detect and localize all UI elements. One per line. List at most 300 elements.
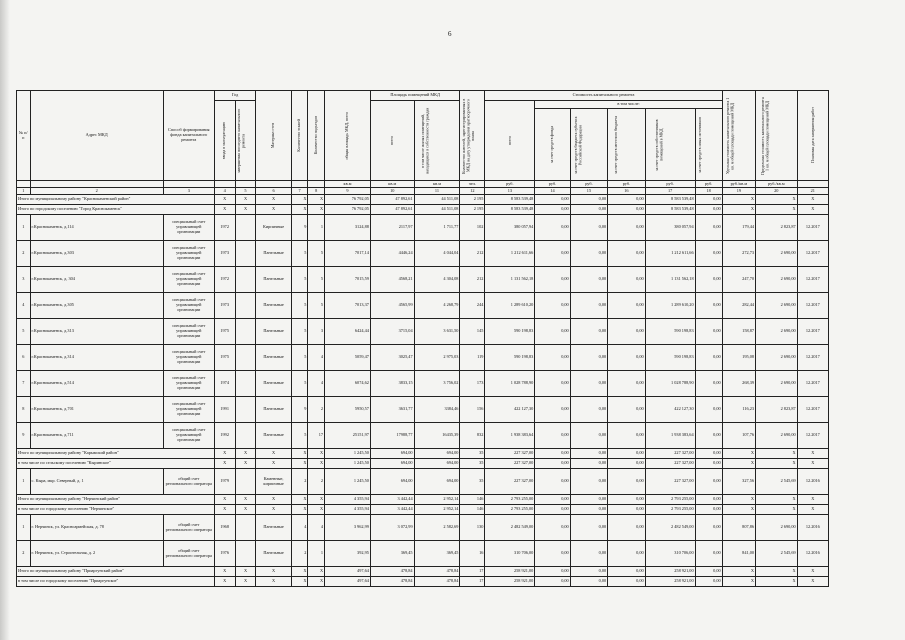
- header-year-commissioning: ввода в эксплуатацию: [221, 121, 227, 160]
- register-body: [17, 195, 829, 587]
- cell-c15: 0,00: [570, 459, 607, 469]
- cell-c19: 282,44: [722, 293, 755, 319]
- cell-c16: 0,00: [608, 459, 645, 469]
- cell-c15: 0,00: [570, 495, 607, 505]
- row-number: 2: [17, 241, 31, 267]
- cell-c6: Каменные, кирпичные: [256, 469, 291, 495]
- cell-c10: 3025,47: [370, 345, 414, 371]
- cell-c10: 694,00: [370, 469, 414, 495]
- cell-c20: 2 545,69: [756, 541, 798, 567]
- cell-c17: 422 127,30: [645, 397, 695, 423]
- cell-c18: 0,00: [695, 567, 722, 577]
- cell-c17: 258 921,00: [645, 567, 695, 577]
- cell-c7: 5: [291, 241, 308, 267]
- cell-c21: X: [797, 567, 828, 577]
- address-cell: г.Краснокаменск, д.514: [30, 371, 163, 397]
- cell-c14: 0,00: [535, 319, 570, 345]
- cell-c4: 1991: [214, 397, 235, 423]
- building-row: [17, 541, 829, 567]
- cell-c18: 0,00: [695, 541, 722, 567]
- cell-c13: 1 131 562,18: [485, 267, 535, 293]
- address-cell: г.Краснокаменск, д.114: [30, 215, 163, 241]
- cell-c21: 12.2016: [797, 541, 828, 567]
- cell-c10: 3 442,44: [370, 505, 414, 515]
- header-year-last-repair: завершения последнего капитального ремонта: [236, 108, 246, 173]
- cell-c5: X: [235, 195, 256, 205]
- cell-c13: 1 028 788,90: [485, 371, 535, 397]
- cell-c21: 12.2017: [797, 397, 828, 423]
- cell-c10: 4446,24: [370, 241, 414, 267]
- header-cost-owners-cell: [645, 109, 695, 181]
- cell-c9: 25151,97: [325, 423, 371, 449]
- cell-c4: 1972: [214, 267, 235, 293]
- cell-c17: 2 793 255,00: [645, 505, 695, 515]
- cell-c17: 590 198,83: [645, 319, 695, 345]
- building-row: [17, 293, 829, 319]
- cell-c10: 3715,04: [370, 319, 414, 345]
- subtotal-row: [17, 195, 829, 205]
- cell-c16: 0,00: [608, 469, 645, 495]
- cell-c4: 1973: [214, 293, 235, 319]
- cell-c4: X: [214, 205, 235, 215]
- cell-c19: 179,44: [722, 215, 755, 241]
- cell-c15: 0,00: [570, 345, 607, 371]
- cell-c16: 0,00: [608, 371, 645, 397]
- cell-c12: 212: [460, 267, 485, 293]
- row-number: 7: [17, 371, 31, 397]
- cell-c19: 247,70: [722, 267, 755, 293]
- address-cell: г.Краснокаменск, д.701: [30, 397, 163, 423]
- building-row: [17, 371, 829, 397]
- cell-c6: X: [256, 567, 291, 577]
- cell-c11: 369,45: [414, 541, 460, 567]
- cell-c14: 0,00: [535, 541, 570, 567]
- cell-c8: 3: [308, 319, 325, 345]
- cell-c10: 17988,77: [370, 423, 414, 449]
- cell-c4: 1992: [214, 423, 235, 449]
- cell-c18: 0,00: [695, 205, 722, 215]
- cell-c14: 0,00: [535, 195, 570, 205]
- cell-c7: 5: [291, 345, 308, 371]
- cell-c13: 8 583 539,48: [485, 195, 535, 205]
- cell-c7: X: [291, 205, 308, 215]
- subtotal-row: [17, 495, 829, 505]
- cell-c12: 146: [460, 495, 485, 505]
- cell-c15: 0,00: [570, 205, 607, 215]
- cell-c20: X: [756, 449, 798, 459]
- cell-c7: X: [291, 567, 308, 577]
- building-row: [17, 469, 829, 495]
- cell-c10: 694,00: [370, 449, 414, 459]
- cell-c7: X: [291, 505, 308, 515]
- cell-c9: 7017,14: [325, 241, 371, 267]
- cell-c6: X: [256, 495, 291, 505]
- units-row: кв.м кв.м кв.м чел. руб. руб. руб. руб. руб. руб. руб./кв.м руб./кв.м: [17, 181, 829, 188]
- cell-c11: 3 631,50: [414, 319, 460, 345]
- cell-c15: 0,00: [570, 423, 607, 449]
- cell-c21: 12.2016: [797, 515, 828, 541]
- cell-c19: 195,08: [722, 345, 755, 371]
- cell-c20: 2 690,00: [756, 515, 798, 541]
- cell-c21: X: [797, 459, 828, 469]
- cell-c9: 5059,47: [325, 345, 371, 371]
- cell-c4: X: [214, 459, 235, 469]
- header-year-last-repair-cell: [235, 101, 256, 181]
- cell-c6: Панельные: [256, 423, 291, 449]
- cell-c10: 478,84: [370, 567, 414, 577]
- header-entrances: Количество подъездов: [313, 116, 319, 155]
- cell-c4: 1974: [214, 371, 235, 397]
- cell-c12: 212: [460, 241, 485, 267]
- cell-c13: 8 583 539,48: [485, 205, 535, 215]
- cell-c20: 2 690,00: [756, 293, 798, 319]
- cell-c5: [235, 293, 256, 319]
- subtotal-row: [17, 459, 829, 469]
- cell-c8: 2: [308, 397, 325, 423]
- cell-c20: 2 823,87: [756, 215, 798, 241]
- cell-c11: 3 756,02: [414, 371, 460, 397]
- cell-c8: X: [308, 567, 325, 577]
- cell-c4: X: [214, 577, 235, 587]
- cell-c12: 145: [460, 319, 485, 345]
- cell-c11: 478,84: [414, 567, 460, 577]
- address-cell: г. Нерчинск, ул. Красноармейская, д. 78: [30, 515, 163, 541]
- cell-c4: 1976: [214, 541, 235, 567]
- cell-c14: 0,00: [535, 371, 570, 397]
- cell-c11: 2 952,14: [414, 505, 460, 515]
- cell-c10: 47 892,61: [370, 205, 414, 215]
- cell-c20: 2 690,00: [756, 345, 798, 371]
- cell-c14: 0,00: [535, 215, 570, 241]
- method-cell: специальный счет управляющей организации: [163, 371, 214, 397]
- cell-c20: X: [756, 577, 798, 587]
- cell-c8: 17: [308, 423, 325, 449]
- cell-c20: X: [756, 195, 798, 205]
- cell-c10: 369,45: [370, 541, 414, 567]
- cell-c7: 9: [291, 397, 308, 423]
- cell-c13: 258 921,00: [485, 567, 535, 577]
- cell-c9: 76 792,05: [325, 205, 371, 215]
- cell-c19: X: [722, 567, 755, 577]
- cell-c6: Панельные: [256, 397, 291, 423]
- cell-c14: 0,00: [535, 577, 570, 587]
- cell-c6: Панельные: [256, 319, 291, 345]
- cell-c16: 0,00: [608, 505, 645, 515]
- building-row: [17, 397, 829, 423]
- cell-c5: [235, 397, 256, 423]
- cell-c20: X: [756, 459, 798, 469]
- cell-c6: Панельные: [256, 371, 291, 397]
- cell-c13: 1 212 611,66: [485, 241, 535, 267]
- cell-c9: 497,64: [325, 567, 371, 577]
- page-number: 6: [448, 30, 452, 38]
- cell-c8: X: [308, 495, 325, 505]
- cell-c5: X: [235, 449, 256, 459]
- cell-c19: X: [722, 577, 755, 587]
- cell-c13: 258 921,00: [485, 577, 535, 587]
- cell-c9: 3 962,99: [325, 515, 371, 541]
- building-row: [17, 515, 829, 541]
- cell-c15: 0,00: [570, 371, 607, 397]
- cell-c15: 0,00: [570, 293, 607, 319]
- cell-c21: 12.2017: [797, 345, 828, 371]
- cell-c5: X: [235, 459, 256, 469]
- cell-c8: X: [308, 577, 325, 587]
- cell-c21: 12.2017: [797, 293, 828, 319]
- cell-c11: 44 511,08: [414, 205, 460, 215]
- cell-c17: 1 289 610,20: [645, 293, 695, 319]
- cell-c9: 6424,44: [325, 319, 371, 345]
- cell-c8: 1: [308, 215, 325, 241]
- cell-c17: 2 793 255,00: [645, 495, 695, 505]
- cell-c8: 2: [308, 469, 325, 495]
- cell-c11: 2 582,69: [414, 515, 460, 541]
- header-floors: Количество этажей: [296, 119, 302, 152]
- header-planned-date-cell: [797, 91, 828, 181]
- cell-c17: 227 327,00: [645, 469, 695, 495]
- cell-c17: 1 212 611,66: [645, 241, 695, 267]
- cell-c9: 1 245,50: [325, 449, 371, 459]
- header-cost-subject: за счет средств бюджета субъекта Российской Федерации: [572, 115, 583, 174]
- address-cell: г.Краснокаменск, д.305: [30, 293, 163, 319]
- building-row: [17, 241, 829, 267]
- cell-c13: 310 706,00: [485, 541, 535, 567]
- subtotal-row: [17, 567, 829, 577]
- cell-c17: 227 327,00: [645, 449, 695, 459]
- cell-c17: 8 583 539,48: [645, 195, 695, 205]
- cell-c12: 17: [460, 577, 485, 587]
- cell-c16: 0,00: [608, 267, 645, 293]
- subtotal-label: Итого по городскому поселению "Город Краснокаменск": [17, 205, 215, 215]
- cell-c5: X: [235, 205, 256, 215]
- cell-c20: 2 690,00: [756, 423, 798, 449]
- cell-c11: 694,00: [414, 469, 460, 495]
- cell-c13: 2 793 255,00: [485, 495, 535, 505]
- cell-c21: 12.2017: [797, 423, 828, 449]
- row-number: 4: [17, 293, 31, 319]
- cell-c4: 1972: [214, 215, 235, 241]
- cell-c4: 1975: [214, 319, 235, 345]
- cell-c9: 76 792,05: [325, 195, 371, 205]
- cell-c9: 3124,88: [325, 215, 371, 241]
- cell-c21: 12.2017: [797, 371, 828, 397]
- header-cost-total: всего: [506, 135, 512, 145]
- cell-c17: 227 327,00: [645, 459, 695, 469]
- cell-c8: 5: [308, 267, 325, 293]
- cell-c13: 1 289 610,20: [485, 293, 535, 319]
- cell-c8: 1: [308, 541, 325, 567]
- cell-c20: X: [756, 505, 798, 515]
- cell-c18: 0,00: [695, 515, 722, 541]
- cell-c11: 1 711,77: [414, 215, 460, 241]
- header-area-group: Площадь помещений МКД: [370, 91, 460, 101]
- cell-c5: [235, 319, 256, 345]
- method-cell: общий счет регионального оператора: [163, 515, 214, 541]
- cell-c4: 1973: [214, 241, 235, 267]
- cell-c9: 392,95: [325, 541, 371, 567]
- building-row: [17, 319, 829, 345]
- cell-c21: X: [797, 577, 828, 587]
- cell-c4: X: [214, 505, 235, 515]
- cell-c4: X: [214, 449, 235, 459]
- cell-c5: [235, 423, 256, 449]
- header-method: Способ формирования фонда капитального ремонта: [163, 91, 214, 181]
- header-cost-local-cell: [608, 109, 645, 181]
- cell-c14: 0,00: [535, 205, 570, 215]
- cell-c15: 0,00: [570, 319, 607, 345]
- method-cell: специальный счет управляющей организации: [163, 267, 214, 293]
- cell-c21: 12.2017: [797, 267, 828, 293]
- header-floors-cell: [291, 91, 308, 181]
- subtotal-label: Итого по муниципальному району "Нерчинский район": [17, 495, 215, 505]
- cell-c16: 0,00: [608, 495, 645, 505]
- building-row: [17, 267, 829, 293]
- cell-c12: 2 195: [460, 205, 485, 215]
- cell-c17: 2 482 549,00: [645, 515, 695, 541]
- cell-c11: 16435,39: [414, 423, 460, 449]
- cell-c18: 0,00: [695, 577, 722, 587]
- cell-c12: 16: [460, 541, 485, 567]
- cell-c4: 1975: [214, 345, 235, 371]
- address-cell: г.Краснокаменск, д. 304: [30, 267, 163, 293]
- cell-c5: [235, 345, 256, 371]
- cell-c18: 0,00: [695, 459, 722, 469]
- column-numbers-row: 1 2 3 4 5 6 7 8 9 10 11 12 13 14 15 16 17 18 19 20 21: [17, 188, 829, 195]
- header-area-total: всего: [389, 135, 395, 145]
- cell-c15: 0,00: [570, 567, 607, 577]
- subtotal-row: [17, 449, 829, 459]
- cell-c12: 832: [460, 423, 485, 449]
- cell-c14: 0,00: [535, 495, 570, 505]
- header-year-commissioning-cell: [214, 101, 235, 181]
- method-cell: специальный счет управляющей организации: [163, 397, 214, 423]
- cell-c10: 4568,21: [370, 267, 414, 293]
- cell-c8: 4: [308, 371, 325, 397]
- cell-c9: 1 245,50: [325, 459, 371, 469]
- cell-c21: 12.2016: [797, 469, 828, 495]
- cell-c11: 44 511,08: [414, 195, 460, 205]
- cell-c19: 116,23: [722, 397, 755, 423]
- cell-c7: 5: [291, 293, 308, 319]
- header-max-cost-cell: [756, 91, 798, 181]
- header-max-cost: Предельная стоимость капитального ремонта 1 кв. м общей площади помещений МКД: [760, 96, 770, 175]
- address-cell: г. Нерчинск, ул. Строительная, д. 2: [30, 541, 163, 567]
- cell-c17: 1 131 562,18: [645, 267, 695, 293]
- cell-c8: 4: [308, 515, 325, 541]
- cell-c13: 227 327,00: [485, 459, 535, 469]
- cell-c18: 0,00: [695, 423, 722, 449]
- cell-c11: 4 268,79: [414, 293, 460, 319]
- cell-c6: Панельные: [256, 345, 291, 371]
- cell-c8: X: [308, 505, 325, 515]
- cell-c18: 0,00: [695, 241, 722, 267]
- cell-c19: 841,00: [722, 541, 755, 567]
- cell-c21: 12.2017: [797, 215, 828, 241]
- address-cell: с. Кыра, мкр. Северный, д. 1: [30, 469, 163, 495]
- cell-c5: [235, 515, 256, 541]
- cell-c9: 7013,37: [325, 293, 371, 319]
- subtotal-label: в том числе по городскому поселению "Нерчинское": [17, 505, 215, 515]
- cell-c4: 1979: [214, 469, 235, 495]
- address-cell: г.Краснокаменск, д.303: [30, 241, 163, 267]
- cell-c8: X: [308, 449, 325, 459]
- cell-c14: 0,00: [535, 267, 570, 293]
- cell-c19: 158,87: [722, 319, 755, 345]
- cell-c10: 3833,15: [370, 371, 414, 397]
- cell-c14: 0,00: [535, 345, 570, 371]
- cell-c16: 0,00: [608, 397, 645, 423]
- cell-c16: 0,00: [608, 215, 645, 241]
- cell-c18: 0,00: [695, 505, 722, 515]
- cell-c15: 0,00: [570, 267, 607, 293]
- cell-c5: [235, 267, 256, 293]
- cell-c21: X: [797, 449, 828, 459]
- cell-c8: 5: [308, 241, 325, 267]
- cell-c13: 380 057,94: [485, 215, 535, 241]
- cell-c6: Панельные: [256, 515, 291, 541]
- header-cost-other-cell: [695, 109, 722, 181]
- header-year-group: Год: [214, 91, 256, 101]
- cell-c9: 1 245,50: [325, 469, 371, 495]
- cell-c16: 0,00: [608, 567, 645, 577]
- row-number: 3: [17, 267, 31, 293]
- cell-c15: 0,00: [570, 397, 607, 423]
- cell-c7: 5: [291, 371, 308, 397]
- cell-c20: 2 690,00: [756, 319, 798, 345]
- building-row: [17, 345, 829, 371]
- cell-c19: X: [722, 495, 755, 505]
- cell-c10: 3 442,44: [370, 495, 414, 505]
- method-cell: специальный счет управляющей организации: [163, 423, 214, 449]
- cell-c19: X: [722, 195, 755, 205]
- cell-c11: 4 044,04: [414, 241, 460, 267]
- cell-c16: 0,00: [608, 577, 645, 587]
- cell-c15: 0,00: [570, 195, 607, 205]
- cell-c11: 3384,46: [414, 397, 460, 423]
- cell-c13: 2 482 549,00: [485, 515, 535, 541]
- cell-c6: X: [256, 205, 291, 215]
- cell-c14: 0,00: [535, 241, 570, 267]
- method-cell: специальный счет управляющей организации: [163, 215, 214, 241]
- cell-c7: 2: [291, 541, 308, 567]
- method-cell: специальный счет управляющей организации: [163, 319, 214, 345]
- cell-c11: 4 304,08: [414, 267, 460, 293]
- cell-c19: X: [722, 449, 755, 459]
- subtotal-row: [17, 205, 829, 215]
- cell-c10: 3 072,99: [370, 515, 414, 541]
- cell-c16: 0,00: [608, 449, 645, 459]
- header-residents: Количество жителей, зарегистрированных в МКД на дату утверждения краткосрочного плана: [461, 97, 476, 174]
- cell-c6: X: [256, 449, 291, 459]
- cell-c16: 0,00: [608, 205, 645, 215]
- row-number: 5: [17, 319, 31, 345]
- cell-c7: X: [291, 449, 308, 459]
- cell-c14: 0,00: [535, 397, 570, 423]
- cell-c17: 310 706,00: [645, 541, 695, 567]
- header-specific-cost-cell: [722, 91, 755, 181]
- cell-c16: 0,00: [608, 293, 645, 319]
- cell-c9: 497,64: [325, 577, 371, 587]
- cell-c18: 0,00: [695, 469, 722, 495]
- header-wall-material-cell: [256, 91, 291, 181]
- header-entrances-cell: [308, 91, 325, 181]
- cell-c12: 130: [460, 515, 485, 541]
- cell-c9: 7015,59: [325, 267, 371, 293]
- cell-c12: 35: [460, 459, 485, 469]
- cell-c13: 422 127,30: [485, 397, 535, 423]
- cell-c19: X: [722, 505, 755, 515]
- cell-c14: 0,00: [535, 567, 570, 577]
